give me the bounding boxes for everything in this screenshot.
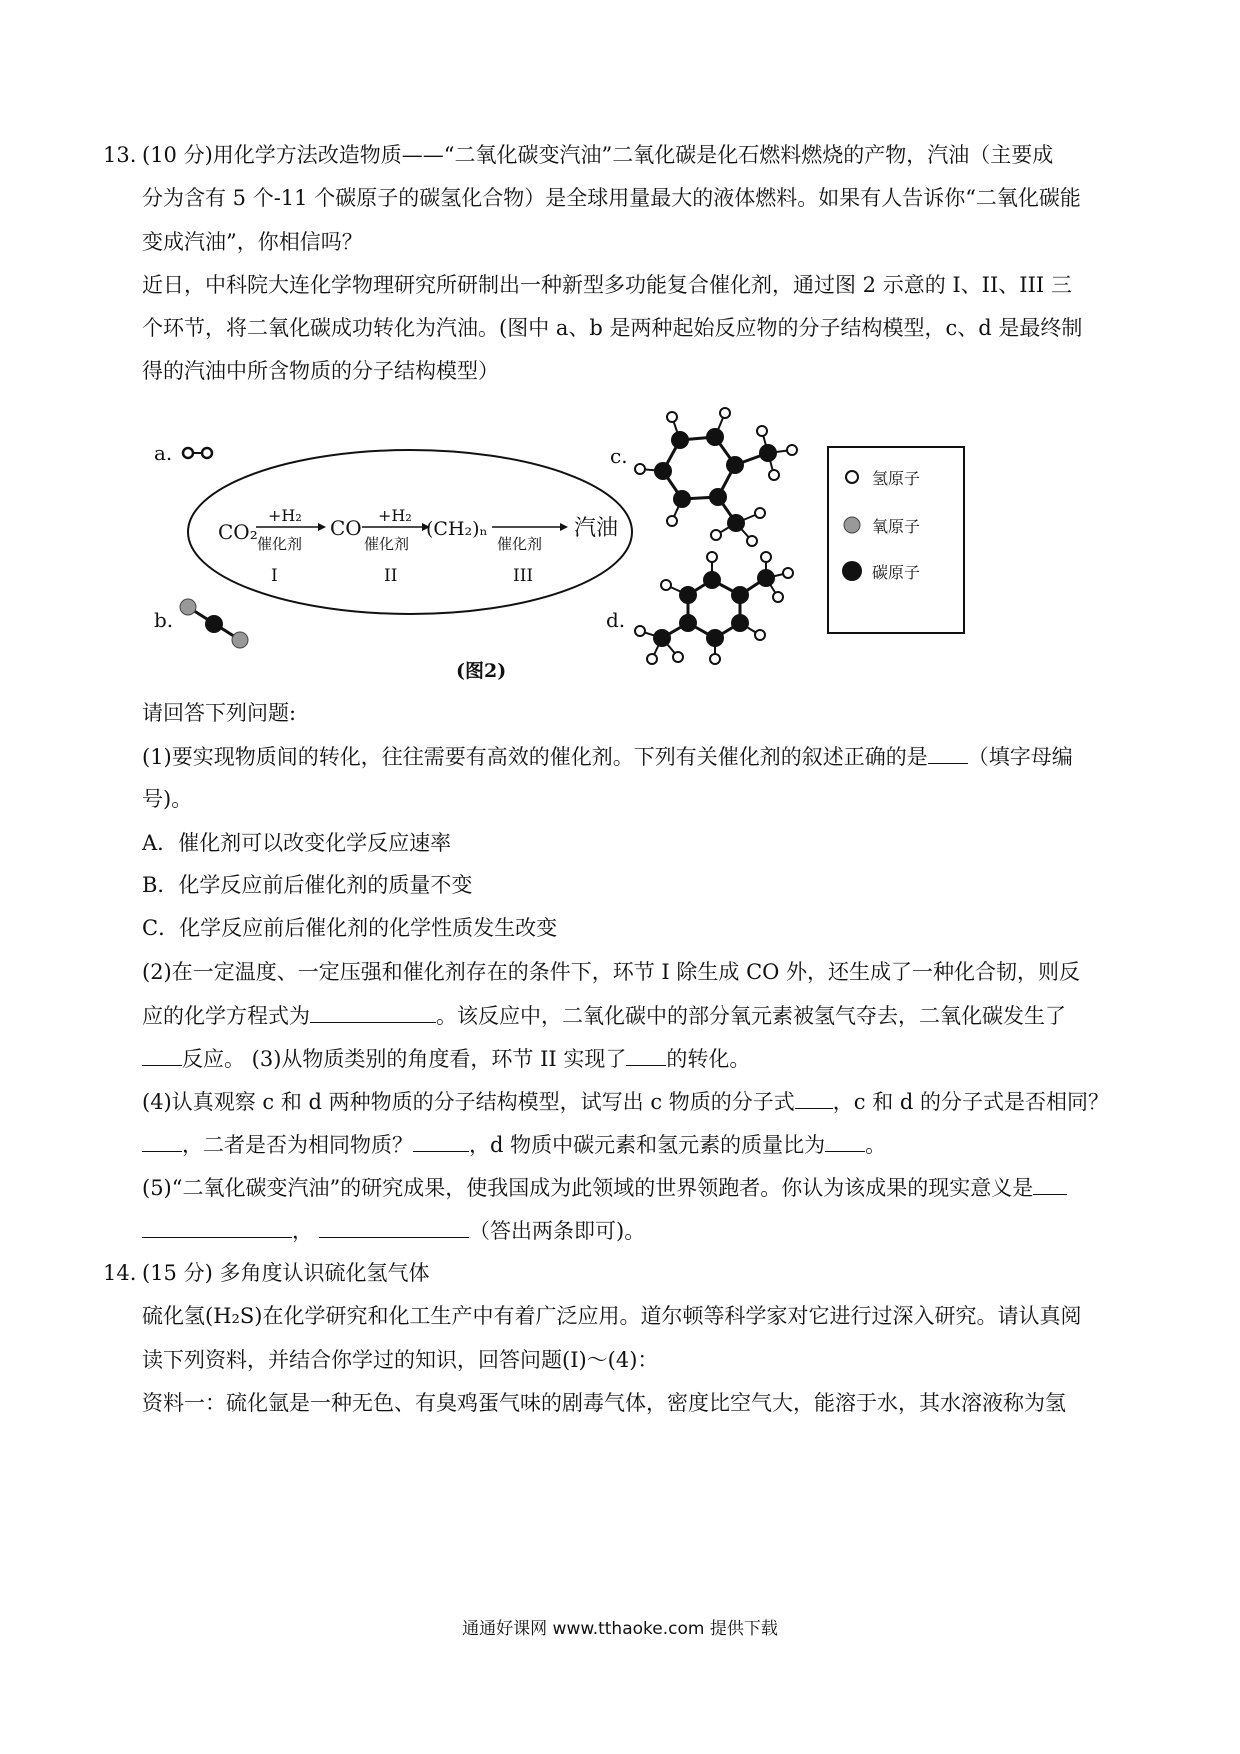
q13-part-1-line-2: 号)。 <box>142 787 193 811</box>
answer-blank-significance-1[interactable] <box>142 1215 292 1238</box>
q13-part-2-text-cont: 。该反应中，二氧化碳中的部分氧元素被氢气夺去，二氧化碳发生了 <box>436 1004 1066 1028</box>
q13-part-4-text-4: 。 <box>865 1133 887 1157</box>
q13-prompt: 请回答下列问题: <box>142 701 297 725</box>
legend-carbon-label: 碳原子 <box>872 563 921 582</box>
option-c: C．化学反应前后催化剂的化学性质发生改变 <box>142 916 558 940</box>
label-a: a. <box>154 441 173 465</box>
step-1-roman: I <box>271 566 278 586</box>
answer-blank-same-formula[interactable] <box>142 1129 182 1152</box>
q13-part-4-text-3: ，d 物质中碳元素和氢元素的质量比为 <box>469 1133 826 1157</box>
product-gasoline: 汽油 <box>574 516 619 541</box>
answer-blank-equation[interactable] <box>310 1000 436 1023</box>
legend-carbon-icon <box>842 561 862 581</box>
figure-2 <box>140 395 1100 695</box>
step-2-roman: II <box>384 566 398 586</box>
legend-oxygen-icon <box>844 517 860 533</box>
question-13-number: 13. <box>103 143 137 167</box>
q13-part-4-text-cont: ，c 和 d 的分子式是否相同？ <box>832 1090 1109 1114</box>
step-2-catalyst: 催化剂 <box>364 535 410 553</box>
step-2-reagent: +H₂ <box>378 506 412 525</box>
q13-intro-line-4: 近日，中科院大连化学物理研究所研制出一种新型多功能复合催化剂，通过图 2 示意的 I、II、III 三 <box>142 273 1072 297</box>
step-1-reagent: +H₂ <box>268 506 302 525</box>
answer-blank-same-substance[interactable] <box>413 1129 469 1152</box>
molecule-c-atoms <box>635 408 797 546</box>
q14-line-3: 资料一：硫化氩是一种无色、有臭鸡蛋气味的剧毒气体，密度比空气大，能溶于水，其水溶液称为氢 <box>142 1391 1066 1415</box>
q13-part-2-text: 应的化学方程式为 <box>142 1004 310 1028</box>
label-c: c. <box>610 444 628 468</box>
answer-blank-conversion[interactable] <box>626 1043 666 1066</box>
q13-part-4-text-2: ，二者是否为相同物质？ <box>182 1133 413 1157</box>
q13-intro-line-2: 分为含有 5 个-11 个碳原子的碳氢化合物）是全球用量最大的液体燃料。如果有人告诉你“二氧化碳能 <box>142 186 1081 210</box>
q13-intro-line-6: 得的汽油中所含物质的分子结构模型） <box>142 359 499 383</box>
option-b: B．化学反应前后催化剂的质量不变 <box>142 873 473 897</box>
q13-part-1-text-cont: （填字母编 <box>967 745 1073 769</box>
formula-co: CO <box>330 516 362 540</box>
q13-part-1-text: (1)要实现物质间的转化，往往需要有高效的催化剂。下列有关催化剂的叙述正确的是 <box>142 745 928 769</box>
q13-part-2-3-line <box>142 1043 750 1074</box>
answer-blank-reaction-type[interactable] <box>142 1043 182 1066</box>
q13-part-5-text-cont: （答出两条即可)。 <box>469 1219 646 1243</box>
q13-intro-line-3: 变成汽油”，你相信吗？ <box>142 230 363 254</box>
step-1-catalyst: 催化剂 <box>257 535 303 553</box>
option-a: A．催化剂可以改变化学反应速率 <box>142 831 452 855</box>
legend-oxygen-label: 氧原子 <box>872 517 921 536</box>
q13-part-5-comma: ， <box>292 1219 313 1243</box>
legend-hydrogen-label: 氢原子 <box>872 469 921 488</box>
q13-part-5-line-1 <box>142 1172 1067 1203</box>
question-14-number: 14. <box>103 1261 137 1285</box>
answer-blank-mass-ratio[interactable] <box>825 1129 865 1152</box>
answer-blank-1[interactable] <box>928 741 968 764</box>
answer-blank-formula-c[interactable] <box>795 1086 833 1109</box>
q13-part-4-line-2 <box>142 1129 886 1160</box>
q13-intro-line-5: 个环节，将二氧化碳成功转化为汽油。(图中 a、b 是两种起始反应物的分子结构模型，c、d 是最终制 <box>142 316 1083 340</box>
label-b: b. <box>154 608 174 632</box>
q14-line-1: 硫化氢(H₂S)在化学研究和化工生产中有着广泛应用。道尔顿等科学家对它进行过深入研究。请认真阅 <box>142 1304 1082 1328</box>
answer-blank-significance-2[interactable] <box>319 1215 469 1238</box>
molecule-b-carbon-dioxide <box>180 599 248 648</box>
q13-part-4-text: (4)认真观察 c 和 d 两种物质的分子结构模型，试写出 c 物质的分子式 <box>142 1090 795 1114</box>
q13-part-3-text-cont: 的转化。 <box>666 1047 751 1071</box>
q14-title: (15 分) 多角度认识硫化氢气体 <box>142 1261 430 1285</box>
q13-part-5-text: (5)“二氧化碳变汽油”的研究成果，使我国成为此领域的世界领跑者。你认为该成果的现实意义是 <box>142 1176 1034 1200</box>
q13-part-2-line-2 <box>142 1000 1066 1031</box>
figure-caption: (图2) <box>456 660 507 682</box>
q13-part-2-line-1: (2)在一定温度、一定压强和催化剂存在的条件下，环节 I 除生成 CO 外，还生成了一种化合韧，则反 <box>142 960 1081 984</box>
molecule-a-hydrogen <box>183 448 212 458</box>
label-d: d. <box>606 608 626 632</box>
legend-hydrogen-icon <box>846 471 858 483</box>
formula-ch2n: (CH₂)ₙ <box>426 518 488 540</box>
q13-part-5-line-2 <box>142 1215 645 1246</box>
q13-part-1-line-1 <box>142 741 1073 772</box>
step-3-roman: III <box>513 566 534 586</box>
answer-blank-significance-start[interactable] <box>1033 1172 1067 1195</box>
q13-part-3-text: 反应。 (3)从物质类别的角度看，环节 II 实现了 <box>182 1047 627 1071</box>
footer-source: 通通好课网 www.tthaoke.com 提供下载 <box>462 1619 778 1639</box>
formula-co2: CO₂ <box>218 520 258 544</box>
step-3-catalyst: 催化剂 <box>497 535 543 553</box>
q13-part-4-line-1 <box>142 1086 1109 1117</box>
q14-line-2: 读下列资料，并结合你学过的知识，回答问题(I)～(4)： <box>142 1348 659 1372</box>
q13-intro-line-1: (10 分)用化学方法改造物质——“二氧化碳变汽油”二氧化碳是化石燃料燃烧的产物，汽油（主要成 <box>142 143 1054 167</box>
